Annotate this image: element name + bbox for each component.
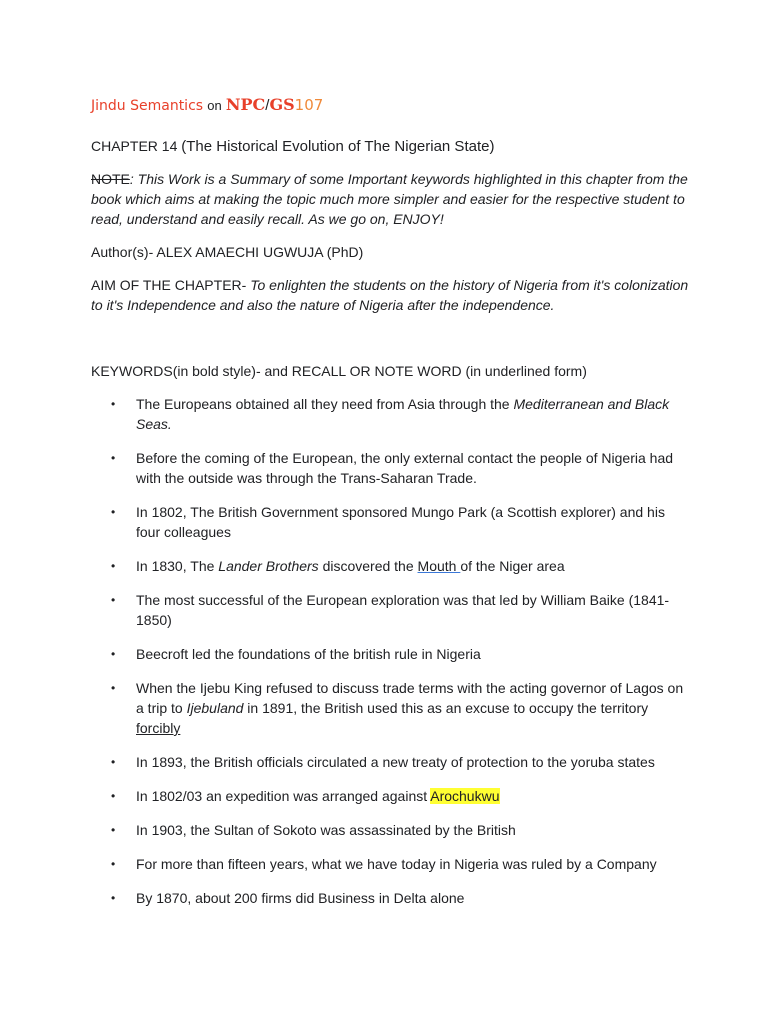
chapter-open-paren: ( bbox=[181, 138, 187, 155]
keywords-label: KEYWORDS bbox=[91, 363, 173, 379]
list-item bbox=[91, 394, 691, 434]
item-text: For more than fifteen years, what we have today in Nigeria was ruled by a bbox=[136, 856, 597, 872]
item-text: In bbox=[136, 822, 152, 838]
list-item bbox=[91, 820, 691, 840]
item-keyword: Beecroft bbox=[136, 646, 189, 662]
aim-paragraph bbox=[91, 275, 691, 315]
item-keyword: 1830 bbox=[151, 558, 183, 574]
bullet-icon: • bbox=[111, 755, 116, 769]
item-text: of the bbox=[460, 558, 500, 574]
item-text: In bbox=[136, 504, 152, 520]
author-label: Author(s)- bbox=[91, 244, 157, 260]
gs-code: GS bbox=[269, 95, 295, 114]
item-italic: Ijebuland bbox=[186, 700, 244, 716]
npc-code: NPC bbox=[225, 95, 266, 114]
item-underlined: Mouth bbox=[417, 558, 461, 574]
author-name: ALEX AMAECHI UGWUJA bbox=[156, 244, 323, 260]
aim-label: AIM OF THE CHAPTER bbox=[91, 277, 242, 293]
list-item bbox=[91, 644, 691, 664]
bullet-icon: • bbox=[111, 451, 116, 465]
author-line bbox=[91, 242, 363, 262]
item-text: , The British Government sponsored bbox=[182, 504, 412, 520]
list-item bbox=[91, 888, 691, 908]
item-keyword: 1893 bbox=[151, 754, 183, 770]
chapter-heading bbox=[91, 136, 494, 157]
bullet-icon: • bbox=[111, 559, 116, 573]
list-item bbox=[91, 590, 691, 630]
item-italic: Lander Brothers bbox=[218, 558, 319, 574]
item-keyword: 1891, bbox=[262, 700, 298, 716]
keyword-list bbox=[91, 394, 691, 922]
item-keyword: Trans-Saharan Trade. bbox=[340, 470, 477, 486]
list-item bbox=[91, 752, 691, 772]
list-item bbox=[91, 502, 691, 542]
item-keyword: William Baike (1841-1850) bbox=[136, 592, 670, 628]
item-keyword: Niger area bbox=[499, 558, 565, 574]
item-text: (a Scottish explorer) and his four colleagues bbox=[136, 504, 665, 540]
item-keyword: refused to discuss trade terms with the acting governor of Lagos bbox=[265, 680, 664, 696]
list-item bbox=[91, 448, 691, 488]
item-text: an expedition was arranged against bbox=[202, 788, 431, 804]
item-keyword: Company bbox=[596, 856, 657, 872]
item-text: In bbox=[136, 558, 152, 574]
bullet-icon: • bbox=[111, 857, 116, 871]
item-text: the British used this as an excuse to occupy the territory bbox=[297, 700, 649, 716]
item-keyword: 1802 bbox=[151, 504, 183, 520]
item-text: In bbox=[136, 788, 152, 804]
slash: / bbox=[265, 97, 270, 114]
item-keyword: exploration bbox=[371, 592, 440, 608]
list-item bbox=[91, 556, 691, 576]
chapter-label: CHAPTER 14 bbox=[91, 138, 178, 154]
item-text: was that led by bbox=[439, 592, 541, 608]
course-number: 107 bbox=[294, 96, 324, 114]
bullet-icon: • bbox=[111, 397, 116, 411]
item-text: led the foundations of the british rule in Nigeria bbox=[188, 646, 481, 662]
item-text: , about 200 firms did Business in Delta alone bbox=[187, 890, 465, 906]
note-label: NOTE bbox=[91, 171, 130, 187]
aim-text: To enlighten the students on the history of Nigeria from it's colonization to it's Independence and also the nature of Nigeria after the independence. bbox=[91, 277, 689, 313]
note-paragraph bbox=[91, 169, 691, 229]
list-item bbox=[91, 786, 691, 806]
or-word: OR bbox=[345, 363, 375, 379]
item-italic: Mediterranean and Black Seas. bbox=[136, 396, 670, 432]
keywords-header bbox=[91, 361, 587, 381]
bullet-icon: • bbox=[111, 789, 116, 803]
list-item bbox=[91, 678, 691, 738]
bullet-icon: • bbox=[111, 505, 116, 519]
item-text: discovered the bbox=[318, 558, 418, 574]
on-word: on bbox=[207, 98, 222, 113]
item-underlined: forcibly bbox=[136, 720, 181, 736]
bullet-icon: • bbox=[111, 891, 116, 905]
item-keyword: Mungo Park bbox=[411, 504, 487, 520]
bullet-icon: • bbox=[111, 647, 116, 661]
keywords-desc: (in bold style)- and bbox=[172, 363, 292, 379]
item-keyword: 1802/03 bbox=[151, 788, 203, 804]
item-text: in bbox=[243, 700, 263, 716]
recall-label: RECALL bbox=[291, 363, 346, 379]
item-text: When the Ijebu King bbox=[136, 680, 266, 696]
author-suffix: (PhD) bbox=[322, 244, 364, 260]
item-text: The Europeans obtained all they need from Asia through the bbox=[136, 396, 514, 412]
list-item bbox=[91, 854, 691, 874]
item-text: , The bbox=[182, 558, 219, 574]
item-text: The most successful of the European bbox=[136, 592, 372, 608]
note-word-desc: (in underlined form) bbox=[461, 363, 587, 379]
chapter-close-paren: ) bbox=[489, 138, 495, 155]
brand-line bbox=[91, 95, 323, 116]
item-keyword: 1870 bbox=[156, 890, 188, 906]
chapter-title: The Historical Evolution of The Nigerian State bbox=[186, 138, 490, 155]
item-text: the Sultan of Sokoto was assassinated by the British bbox=[186, 822, 516, 838]
author-handle: Jindu Semantics bbox=[91, 98, 204, 114]
item-text: By bbox=[136, 890, 157, 906]
item-text: In bbox=[136, 754, 152, 770]
note-text: : This Work is a Summary of some Important keywords highlighted in this chapter from the book which aims at making the topic much more simpler and easier for the respective student to read, understand and easily recall. As we go on, ENJOY! bbox=[91, 171, 688, 227]
note-word-label: NOTE WORD bbox=[374, 363, 462, 379]
bullet-icon: • bbox=[111, 823, 116, 837]
item-highlighted: Arochukwu bbox=[430, 788, 500, 804]
item-text: Before the coming of the European, the only external contact the people of Nigeria had with the outside was through the bbox=[136, 450, 674, 486]
item-text: , the British officials circulated a new treaty of protection to the yoruba states bbox=[182, 754, 655, 770]
aim-dash: - bbox=[241, 277, 251, 293]
item-keyword: 1903, bbox=[151, 822, 187, 838]
bullet-icon: • bbox=[111, 593, 116, 607]
bullet-icon: • bbox=[111, 681, 116, 695]
item-text: on a trip to bbox=[136, 680, 684, 716]
